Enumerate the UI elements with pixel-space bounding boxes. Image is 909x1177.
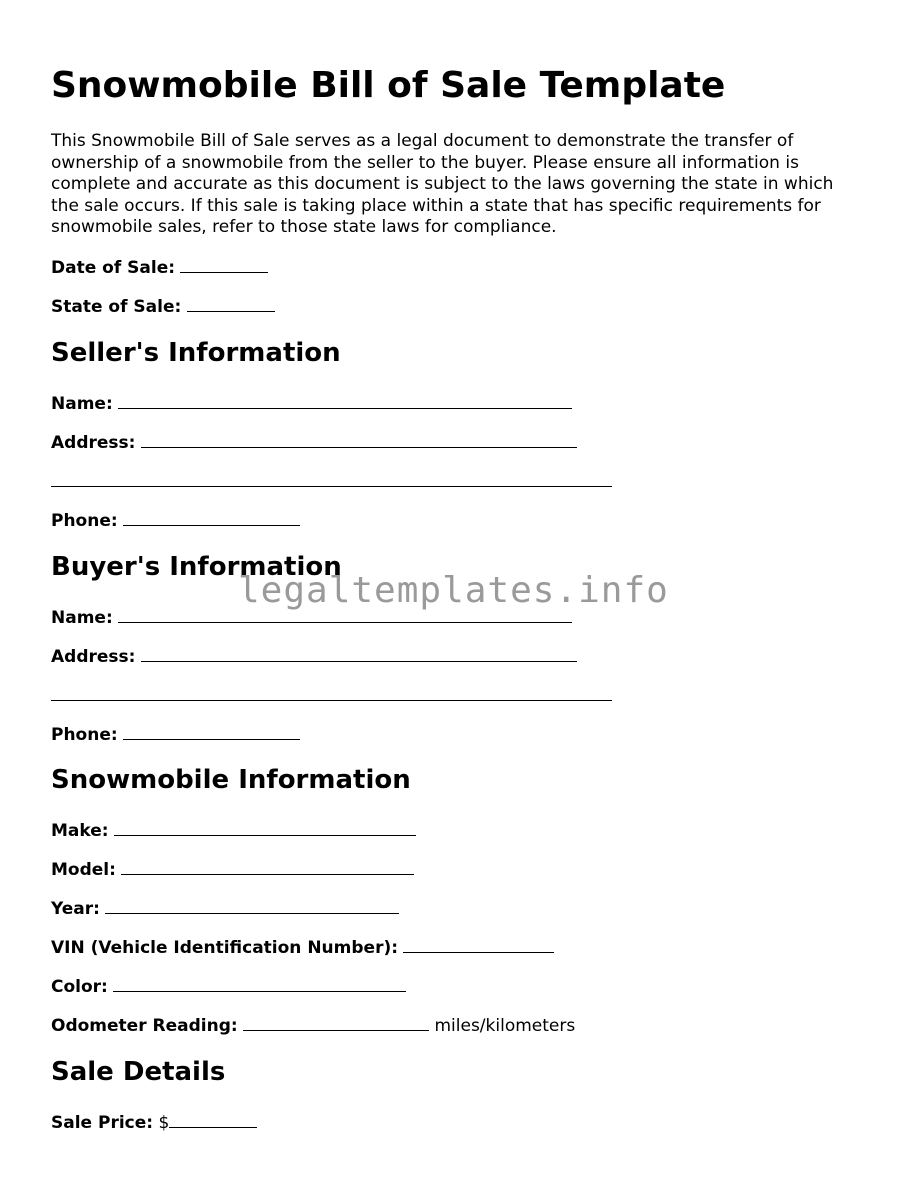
buyer-address-line2-blank[interactable] [51,683,612,701]
intro-paragraph: This Snowmobile Bill of Sale serves as a legal document to demonstrate the transfer of ownership of a snowmobile from the seller to the buyer. Please ensure all information is complete and accurate as this document is subject to the laws governing the state in which the sale occurs. If this sale is taking place within a state that has specific requirements for snowmobile sales, refer to those state laws for compliance. [51,131,834,237]
buyer-phone-field[interactable] [51,722,300,746]
seller-phone-label: Phone: [51,511,118,531]
seller-phone-blank[interactable] [123,508,300,526]
sale-details-heading: Sale Details [51,1057,226,1087]
seller-heading: Seller's Information [51,338,341,368]
color-label: Color: [51,977,108,997]
odometer-label: Odometer Reading: [51,1016,238,1036]
color-field[interactable] [51,974,406,998]
year-field[interactable] [51,896,399,920]
date-of-sale-label: Date of Sale: [51,258,176,278]
date-of-sale-blank[interactable] [180,255,268,273]
seller-address-label: Address: [51,433,136,453]
buyer-address-line2[interactable] [51,683,612,707]
make-field[interactable] [51,818,416,842]
year-blank[interactable] [105,896,399,914]
buyer-address-blank[interactable] [141,644,577,662]
vin-label: VIN (Vehicle Identification Number): [51,938,399,958]
currency-symbol: $ [158,1113,170,1133]
model-field[interactable] [51,857,414,881]
state-of-sale-blank[interactable] [187,294,275,312]
buyer-heading: Buyer's Information [51,552,342,582]
buyer-phone-label: Phone: [51,725,118,745]
buyer-address-field[interactable] [51,644,577,668]
odometer-unit: miles/kilometers [434,1016,576,1036]
snowmobile-heading: Snowmobile Information [51,765,411,795]
buyer-address-label: Address: [51,647,136,667]
seller-address-line2-blank[interactable] [51,469,612,487]
date-of-sale-field[interactable] [51,255,268,279]
seller-address-field[interactable] [51,430,577,454]
odometer-field[interactable] [51,1013,575,1037]
color-blank[interactable] [113,974,406,992]
odometer-blank[interactable] [243,1013,429,1031]
model-blank[interactable] [121,857,414,875]
make-label: Make: [51,821,109,841]
seller-name-blank[interactable] [118,391,572,409]
vin-field[interactable] [51,935,554,959]
sale-price-blank[interactable] [169,1110,257,1128]
vin-blank[interactable] [403,935,554,953]
seller-name-field[interactable] [51,391,572,415]
seller-address-blank[interactable] [141,430,577,448]
state-of-sale-label: State of Sale: [51,297,182,317]
sale-price-field[interactable] [51,1110,257,1134]
seller-address-line2[interactable] [51,469,612,493]
seller-name-label: Name: [51,394,113,414]
model-label: Model: [51,860,116,880]
document-title: Snowmobile Bill of Sale Template [51,65,726,106]
year-label: Year: [51,899,100,919]
state-of-sale-field[interactable] [51,294,275,318]
seller-phone-field[interactable] [51,508,300,532]
buyer-name-label: Name: [51,608,113,628]
buyer-phone-blank[interactable] [123,722,300,740]
watermark: legaltemplates.info [238,570,669,611]
sale-price-label: Sale Price: [51,1113,154,1133]
make-blank[interactable] [114,818,416,836]
